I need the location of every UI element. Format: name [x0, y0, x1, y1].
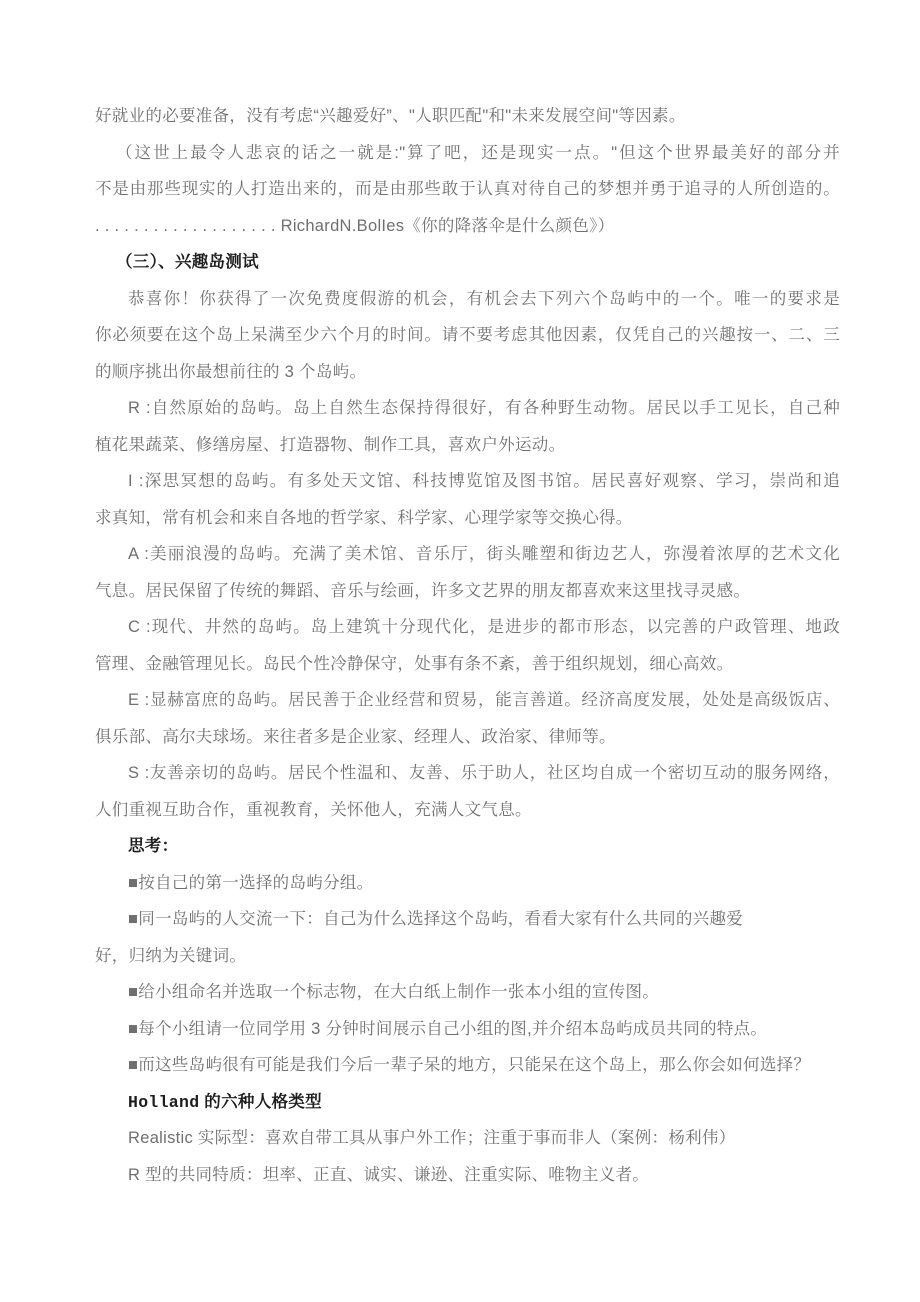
text-line: I :深思冥想的岛屿。有多处天文馆、科技博览馆及图书馆。居民喜好观察、学习，崇尚和追 [128, 472, 840, 490]
text-line: ■按自己的第一选择的岛屿分组。 [128, 873, 374, 892]
text-line: A :美丽浪漫的岛屿。充满了美术馆、音乐厅，街头雕塑和街边艺人，弥漫着浓厚的艺术文化 [128, 545, 840, 563]
heading-latin-text: Holland [128, 1092, 200, 1112]
text-line: 好就业的必要准备，没有考虑“兴趣爱好”、"人职匹配"和"未来发展空间"等因素。 [95, 107, 686, 125]
text-line: ■而这些岛屿很有可能是我们今后一辈子呆的地方，只能呆在这个岛上，那么你会如何选择？ [128, 1056, 811, 1074]
text-line: ■每个小组请一位同学用 3 分钟时间展示自己小组的图,并介绍本岛屿成员共同的特点。 [128, 1019, 768, 1038]
text-line: 俱乐部、高尔夫球场。来往者多是企业家、经理人、政治家、律师等。 [95, 727, 616, 746]
text-line: 人们重视互助合作，重视教育，关怀他人，充满人文气息。 [95, 800, 532, 819]
text-line: 管理、金融管理见长。岛民个性冷静保守，处事有条不紊，善于组织规划，细心高效。 [95, 654, 734, 673]
text-line: R 型的共同特质：坦率、正直、诚实、谦逊、注重实际、唯物主义者。 [128, 1165, 650, 1184]
section-heading [95, 1084, 840, 1121]
heading-cjk-text: 的六种人格类型 [199, 1092, 322, 1111]
text-line: C :现代、井然的岛屿。岛上建筑十分现代化，是进步的都市形态，以完善的户政管理、地政 [128, 618, 840, 636]
text-line: 的顺序挑出你最想前往的 3 个岛屿。 [95, 362, 367, 381]
text-line: 不是由那些现实的人打造出来的，而是由那些敢于认真对待自己的梦想并勇于追寻的人所创造的。 [95, 180, 840, 198]
text-line: E :显赫富庶的岛屿。居民善于企业经营和贸易，能言善道。经济高度发展，处处是高级饭店、 [128, 691, 840, 709]
text-line: R :自然原始的岛屿。岛上自然生态保持得很好，有各种野生动物。居民以手工见长，自己种 [128, 399, 840, 417]
text-line: 植花果蔬菜、修缮房屋、打造器物、制作工具，喜欢户外运动。 [95, 435, 566, 454]
text-line: 好，归纳为关键词。 [95, 946, 247, 965]
text-line: Realistic 实际型：喜欢自带工具从事户外工作；注重于事而非人（案例：杨利伟） [128, 1129, 736, 1147]
text-line: ■给小组命名并选取一个标志物，在大白纸上制作一张本小组的宣传图。 [128, 983, 660, 1001]
text-line: 求真知，常有机会和来自各地的哲学家、科学家、心理学家等交换心得。 [95, 508, 633, 527]
section-heading: 思考： [128, 837, 179, 855]
text-line: . . . . . . . . . . . . . . . . . . . RichardN.BolIes《你的降落伞是什么颜色》） [95, 216, 615, 235]
text-line: S :友善亲切的岛屿。居民个性温和、友善、乐于助人，社区均自成一个密切互动的服务网络， [128, 764, 840, 782]
document-body [95, 98, 840, 1193]
text-line: （这世上最令人悲哀的话之一就是:"算了吧，还是现实一点。"但这个世界最美好的部分并 [116, 143, 840, 162]
text-line: ■同一岛屿的人交流一下：自己为什么选择这个岛屿，看看大家有什么共同的兴趣爱 [128, 910, 744, 928]
text-line: 恭喜你！你获得了一次免费度假游的机会，有机会去下列六个岛屿中的一个。唯一的要求是 [128, 289, 840, 308]
section-heading: （三）、兴趣岛测试 [116, 253, 259, 271]
text-line: 气息。居民保留了传统的舞蹈、音乐与绘画，许多文艺界的朋友都喜欢来这里找寻灵感。 [95, 581, 751, 600]
text-line: 你必须要在这个岛上呆满至少六个月的时间。请不要考虑其他因素，仅凭自己的兴趣按一、二、三 [95, 326, 840, 344]
